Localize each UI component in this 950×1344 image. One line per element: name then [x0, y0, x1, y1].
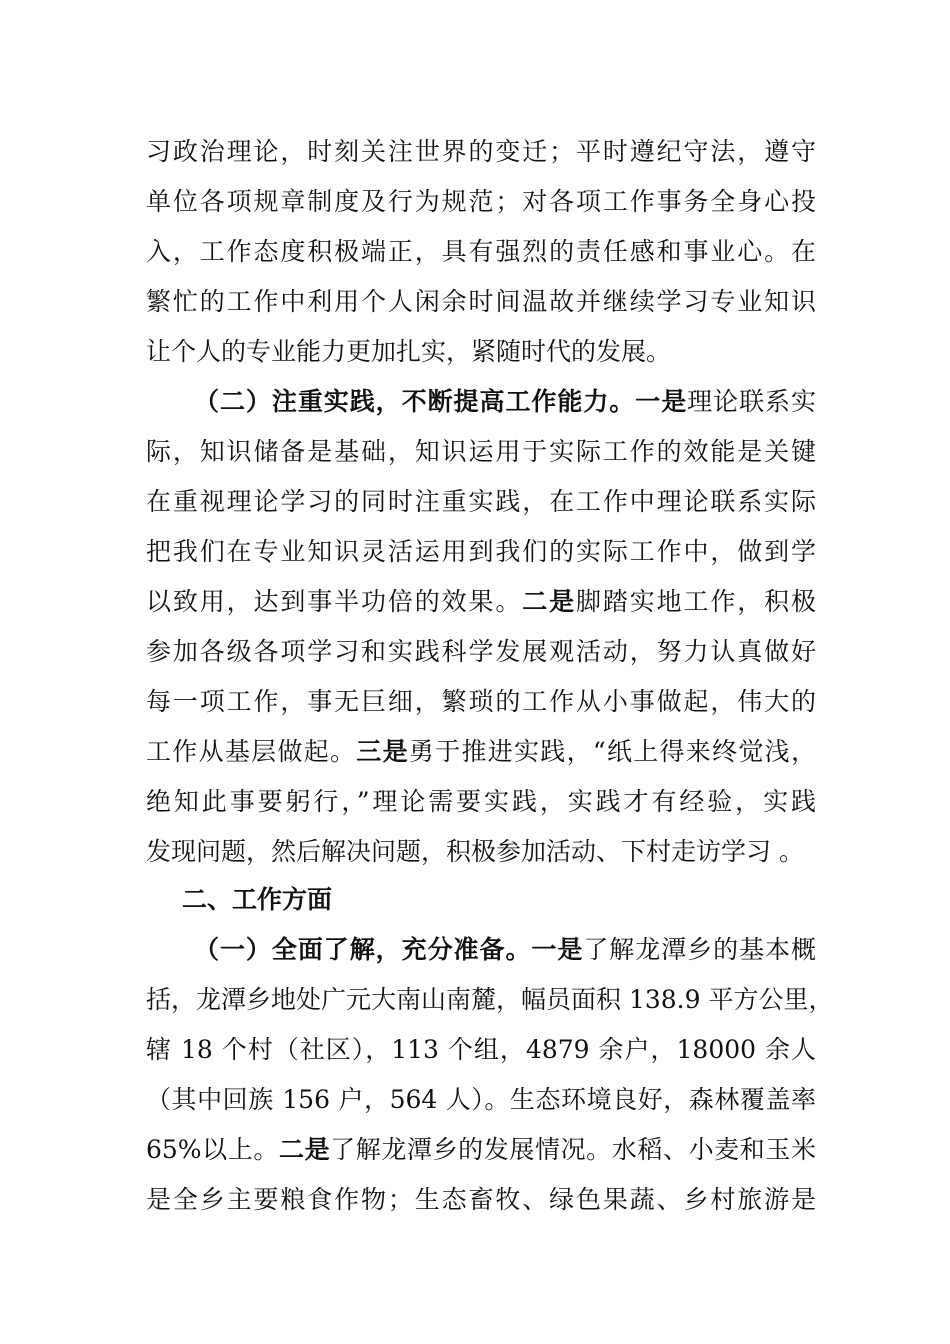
- text-span: 勇于推进实践，“纸上得来终觉浅，: [408, 737, 816, 766]
- text-line: 习政治理论，时刻关注世界的变迁；平时遵纪守法，遵守: [146, 137, 816, 166]
- lead-phrase: 二是: [522, 587, 576, 616]
- text-line: 每一项工作，事无巨细，繁琐的工作从小事做起，伟大的: [146, 687, 816, 716]
- text-line: 际，知识储备是基础，知识运用于实际工作的效能是关键: [146, 437, 816, 466]
- text-line: [146, 728, 816, 776]
- text-line: 发现问题，然后解决问题，积极参加活动、下村走访学习 。: [146, 837, 804, 866]
- text-line: 让个人的专业能力更加扎实，紧随时代的发展。: [146, 337, 672, 366]
- subheading: （二）注重实践，不断提高工作能力。: [194, 387, 636, 416]
- lead-phrase: 一是: [531, 935, 584, 964]
- lead-phrase: 三是: [356, 737, 409, 766]
- text-line: 入，工作态度积极端正，具有强烈的责任感和事业心。在: [146, 237, 816, 266]
- text-line: 在重视理论学习的同时注重实践，在工作中理论联系实际: [146, 487, 816, 516]
- text-span: 了解龙潭乡的基本概: [583, 935, 816, 964]
- text-span: 工作从基层做起。: [146, 737, 357, 766]
- lead-phrase: 一是: [635, 387, 688, 416]
- text-line: 括，龙潭乡地处广元大南山南麓，幅员面积 138.9 平方公里，: [146, 985, 834, 1014]
- text-span: 了解龙潭乡的发展情况。水稻、小麦和玉米: [330, 1135, 816, 1164]
- text-line: 是全乡主要粮食作物；生态畜牧、绿色果蔬、乡村旅游是: [146, 1185, 816, 1214]
- subheading: （一）全面了解，充分准备。: [194, 935, 532, 964]
- text-line: [194, 378, 816, 426]
- text-line: [146, 1126, 816, 1174]
- text-span: 65%以上。: [146, 1135, 279, 1164]
- text-line: 单位各项规章制度及行为规范；对各项工作事务全身心投: [146, 187, 816, 216]
- text-span: 以致用，达到事半功倍的效果。: [146, 587, 523, 616]
- text-line: 繁忙的工作中利用个人闲余时间温故并继续学习专业知识: [146, 287, 816, 316]
- lead-phrase: 二是: [278, 1135, 331, 1164]
- section-heading: 二、工作方面: [182, 885, 333, 914]
- text-line: 把我们在专业知识灵活运用到我们的实际工作中，做到学: [146, 537, 816, 566]
- text-line: 参加各级各项学习和实践科学发展观活动，努力认真做好: [146, 637, 816, 666]
- text-line: [194, 926, 816, 974]
- text-line: [146, 578, 816, 626]
- text-line: 辖 18 个村（社区），113 个组，4879 余户，18000 余人: [146, 1035, 816, 1064]
- text-span: 脚踏实地工作，积极: [575, 587, 816, 616]
- text-span: 理论联系实: [687, 387, 816, 416]
- text-line: （其中回族 156 户，564 人）。生态环境良好，森林覆盖率: [146, 1085, 816, 1114]
- text-line: 绝知此事要躬行，”理论需要实践，实践才有经验，实践: [146, 787, 816, 816]
